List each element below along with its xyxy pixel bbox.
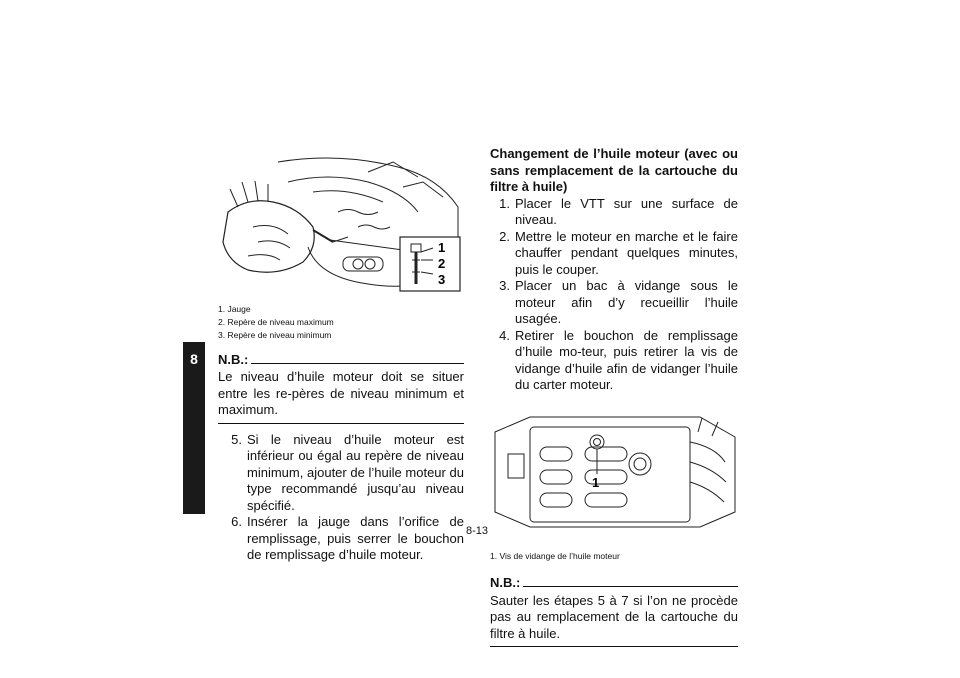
figure1-caption-3: 3. Repère de niveau minimum	[218, 329, 332, 340]
note2-top-rule	[523, 585, 738, 587]
step-item	[490, 278, 738, 328]
step-text: Retirer le bouchon de remplissage d’huile mo-teur, puis retirer la vis de vidange d’huile afin de vidanger l’huile du carter moteur.	[515, 327, 738, 392]
figure1-callout-1: 1	[438, 240, 446, 255]
dipstick-illustration	[218, 152, 464, 294]
note2-label: N.B.:	[490, 575, 521, 590]
figure2-caption-1: 1. Vis de vidange de l’huile moteur	[490, 551, 620, 561]
figure2-callout-1: 1	[592, 474, 600, 490]
note2-bottom-rule	[490, 646, 738, 647]
step-item	[218, 514, 464, 564]
right-column	[490, 146, 738, 647]
step-item	[490, 196, 738, 229]
step-number: 2.	[499, 228, 510, 244]
step-text: Si le niveau d’huile moteur est inférieur ou égal au repère de niveau minimum, ajouter de l’huile moteur du type recommandé jusqu’au niveau spécifié.	[247, 431, 464, 513]
chapter-tab-label: 8	[190, 351, 198, 367]
steps-left	[218, 432, 464, 564]
step-text: Placer le VTT sur une surface de niveau.	[515, 195, 738, 227]
step-text: Placer un bac à vidange sous le moteur afin d’y recueillir l’huile usagée.	[515, 278, 738, 326]
figure1-callout-3: 3	[438, 272, 446, 287]
step-number: 4.	[499, 327, 510, 343]
figure1-callout-2: 2	[438, 256, 446, 271]
figure1-caption-2: 2. Repère de niveau maximum	[218, 316, 334, 327]
step-number: 6.	[231, 514, 242, 529]
step-number: 1.	[499, 195, 510, 211]
step-text: Insérer la jauge dans l’orifice de remplissage, puis serrer le bouchon de remplissage d’huile moteur.	[247, 514, 464, 562]
note1-top-rule	[251, 362, 464, 364]
note1-bottom-rule	[218, 423, 464, 424]
step-number: 5.	[231, 431, 242, 447]
figure2-captions	[490, 550, 738, 563]
chapter-tab	[183, 342, 205, 514]
note1-heading	[218, 352, 464, 369]
section-heading: Changement de l’huile moteur (avec ou sans remplacement de la cartouche du filtre à huile)	[490, 146, 738, 194]
left-column	[218, 152, 464, 564]
step-item	[218, 432, 464, 515]
figure1-captions	[218, 303, 464, 342]
note2-text: Sauter les étapes 5 à 7 si l’on ne procède pas au remplacement de la cartouche du filtre à huile.	[490, 592, 738, 641]
note1-text: Le niveau d’huile moteur doit se situer entre les re-pères de niveau minimum et maximum.	[218, 369, 464, 417]
note2-heading	[490, 575, 738, 592]
step-item	[490, 328, 738, 394]
figure1-caption-1: 1. Jauge	[218, 303, 251, 314]
note1-label: N.B.:	[218, 351, 249, 367]
step-text: Mettre le moteur en marche et le faire chauffer pendant quelques minutes, puis le couper.	[515, 228, 738, 277]
step-item	[490, 229, 738, 279]
steps-right	[490, 196, 738, 394]
page-number: 8-13	[466, 525, 489, 537]
step-number: 3.	[499, 278, 510, 293]
drain-bolt-illustration	[490, 402, 738, 542]
